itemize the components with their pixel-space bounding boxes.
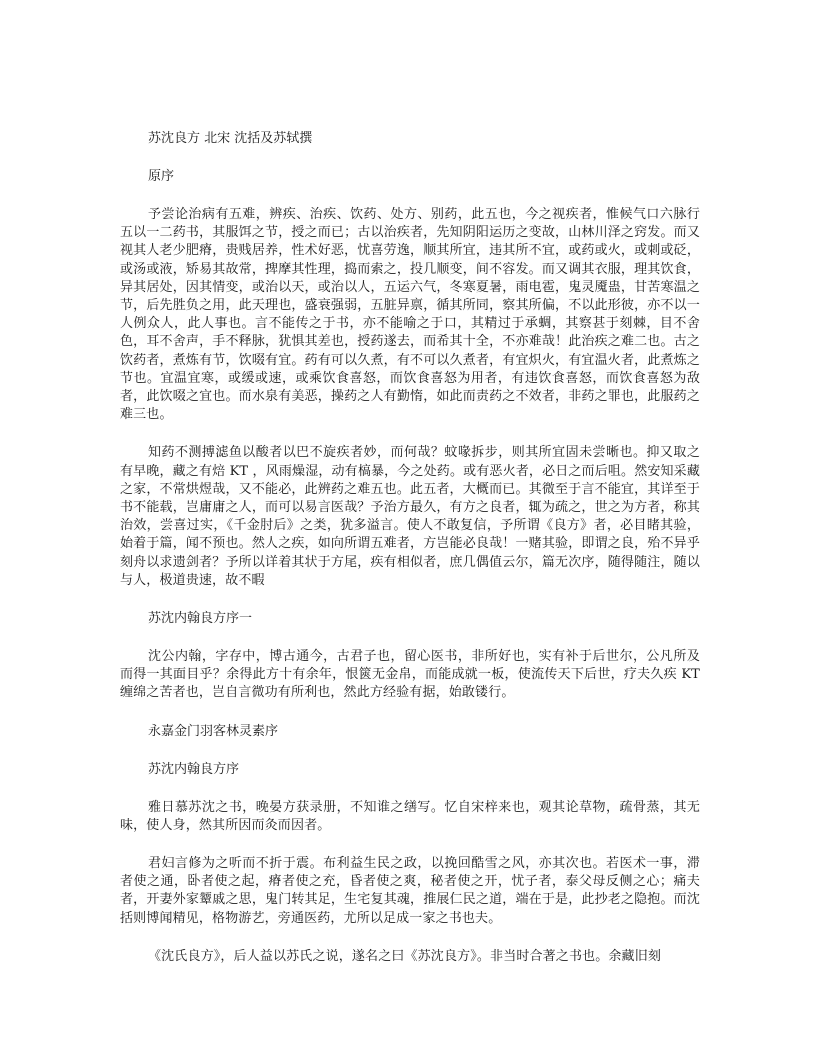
preface-heading: 原序 [148,169,175,184]
document-body [120,130,700,986]
section-one-heading: 苏沈内翰良方序一 [148,611,253,627]
author-line: 永嘉金门羽客林灵素序 [148,723,279,739]
book-title-line: 苏沈良方 北宋 沈括及苏轼撰 [148,131,313,146]
preface-paragraph: 知药不测搏滤鱼以酸者以巴不旋疾者妙，而何哉？蚊喙拆步，则其所宜固未尝晰也。抑又取之有早晚，藏之有焙 KT ，风雨燥湿，动有槁暴，今之处药。或有恶火者，必日之而后咀。然安知采藏之家，不常烘煜哉，又不能必，此辨药之难五也。此五者，大概而已。其微至于言不能宜，其详至于书不能载，岂庸庸之人，而可以易言医哉？予治方最久，有方之良者，辄为疏之，世之为方者，称其治效，尝喜过实，《千金肘后》之类，犹多溢言。使人不敢复信，予所谓《良方》者，必目睹其验，始着于篇，闻不预也。然人之疾，如向所谓五难者，方岂能必良哉！一赌其验，即谓之良，殆不异乎刻舟以求遗剑者？予所以详着其状于方尾，疾有相似者，庶几偶值云尔，篇无次序，随得随注，随以与人，极道贵速，故不暇 [120,445,700,588]
section-two-heading: 苏沈内翰良方序 [148,761,240,777]
section-two-paragraph: 雅日慕苏沈之书，晚晏方获录册，不知谁之缮写。忆自宋梓来也，观其论草物，疏骨蒸，其无味，使人身，然其所因而灸而因者。 [120,799,700,833]
section-one-paragraph: 沈公内翰，字存中，博古通今，古君子也，留心医书，非所好也，实有补于后世尔，公凡所及而得一其面目乎？余得此方十有余年，恨篋无金帛，而能成就一板，使流传天下后世，疗夫久疾 KT 缠绵之苦者也，岂自言微功有所利也，然此方经验有据，始敢镂行。 [120,649,700,701]
section-two-paragraph: 《沈氏良方》，后人益以苏氏之说，遂名之曰《苏沈良方》。非当时合著之书也。余藏旧刻 [148,948,662,964]
section-two-paragraph: 君妇言修为之听而不折于震。布利益生民之政，以挽回酷雪之风，亦其次也。若医术一事，滞者使之通，卧者使之起，瘠者使之充，昏者使之爽，秘者使之开，忧子者，泰父母反侧之心；痛夫者，开妻外家颦戚之思，鬼门转其足，生宅复其魂，推展仁民之道，端在于是，此抄老之隐抱。而沈括则博闻精见，格物游艺，旁通医药，尤所以足成一家之书也夫。 [120,856,700,926]
preface-paragraph: 予尝论治病有五难，辨疾、治疾、饮药、处方、别药，此五也，今之视疾者，惟候气口六脉行五以一二药书，其服饵之节，授之而已；古以治疾者，先知阴阳运历之变故，山林川泽之窍发。而又视其人老少肥瘠，贵贱居养，性术好恶，忧喜劳逸，顺其所宜，违其所不宜，或药或火，或刺或砭，或汤或液，矫易其故常，捭摩其性理，捣而索之，投几顺变，间不容发。而又调其衣服，理其饮食，异其居处，因其情变，或治以天，或治以人，五运六气，冬寒夏暑，雨电雹，鬼灵魇蛊，甘苦寒温之节，后先胜负之用，此天理也，盛衰强弱，五脏异禀，循其所同，察其所偏，不以此形彼，亦不以一人例众人，此人事也。言不能传之于书，亦不能喻之于口，其精过于承蜩，其察甚于刻棘，目不舍色，耳不舍声，手不释脉，犹惧其差也，授药遂去，而希其十全，不亦难哉！此治疾之难二也。古之饮药者，煮炼有节，饮啜有宜。药有可以久煮，有不可以久煮者，有宜炽火，有宜温火者，此煮炼之节也。宜温宜寒，或缓或速，或乘饮食喜怒，而饮食喜怒为用者，有违饮食喜怒，而饮食喜怒为敌者，此饮啜之宜也。而水泉有美恶，操药之人有勤惰，如此而责药之不效者，非药之罪也，此服药之难三也。 [120,207,700,423]
